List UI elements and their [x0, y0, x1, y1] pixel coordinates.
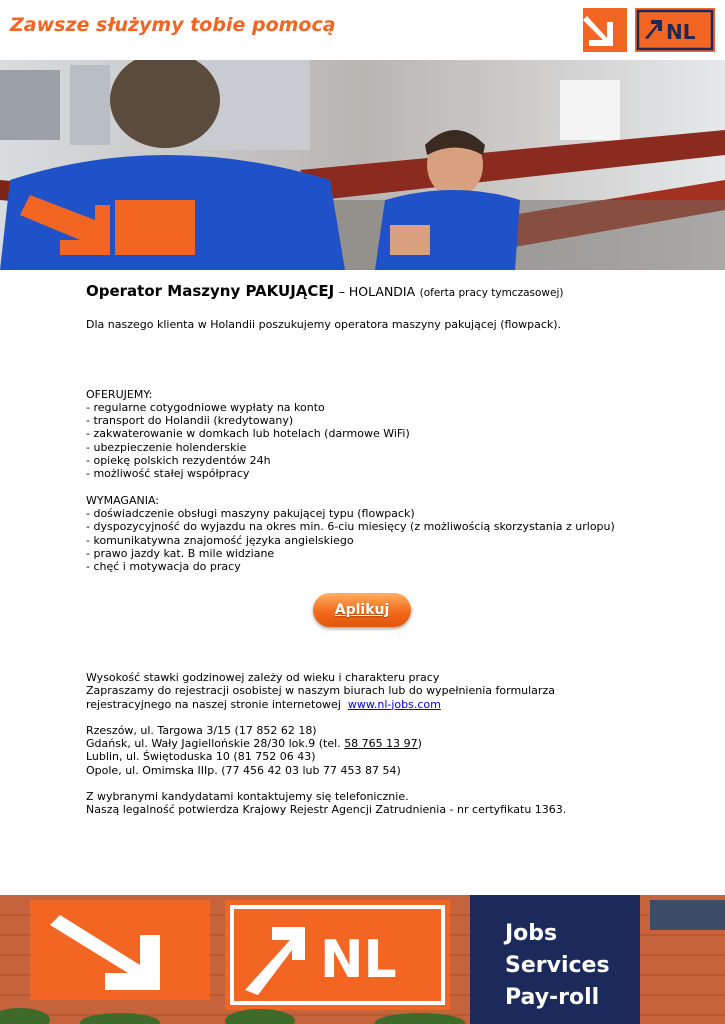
job-note: (oferta pracy tymczasowej) [419, 287, 564, 299]
job-title: Operator Maszyny PAKUJĄCEJ [86, 282, 335, 300]
requirements-heading: WYMAGANIA: [86, 493, 159, 507]
office-gdansk [86, 737, 686, 750]
arrow-logo-icon [583, 8, 627, 52]
office-gdansk-close: ) [417, 737, 422, 751]
info-invite: Zapraszamy do rejestracji osobistej w naszym biurach lub do wypełnienia formularza [86, 684, 555, 698]
list-item: - regularne cotygodniowe wypłaty na konto [86, 400, 325, 414]
info-rate: Wysokość stawki godzinowej zależy od wieku i charakteru pracy [86, 671, 440, 684]
office-opole: Opole, ul. Omimska IIIp. (77 456 42 03 lub 77 453 87 54) [86, 763, 401, 777]
info-section [86, 671, 686, 817]
header [0, 0, 725, 58]
list-item: - prawo jazdy kat. B mile widziane [86, 546, 275, 560]
footer-logo-text: NL [320, 930, 397, 990]
job-country: – HOLANDIA [338, 284, 416, 299]
gdansk-phone-link[interactable]: 58 765 13 97 [344, 737, 418, 751]
office-gdansk-address: Gdańsk, ul. Wały Jagiellońskie 28/30 lok.9 (tel. [86, 737, 341, 751]
list-item: - możliwość stałej współpracy [86, 467, 250, 481]
legal-note: Naszą legalność potwierdza Krajowy Rejestr Agencji Zatrudnienia - nr certyfikatu 1363. [86, 803, 567, 817]
website-link[interactable]: www.nl-jobs.com [347, 697, 441, 711]
list-item: - dyspozycyjność do wyjazdu na okres min. 6-ciu miesięcy (z możliwością skorzystania z urlopu) [86, 520, 615, 534]
office-lublin: Lublin, ul. Świętoduska 10 (81 752 06 43) [86, 750, 316, 764]
footer-photo [0, 895, 725, 1024]
slogan: Zawsze służymy tobie pomocą [10, 14, 336, 36]
sign-services: Services [505, 953, 610, 978]
nl-logo-text: NL [666, 20, 696, 44]
list-item: - opiekę polskich rezydentów 24h [86, 454, 271, 468]
requirements-section [86, 494, 666, 574]
list-item: - transport do Holandii (kredytowany) [86, 414, 294, 428]
nl-logo [635, 8, 715, 52]
list-item: - chęć i motywacja do pracy [86, 560, 241, 574]
sign-payroll: Pay-roll [505, 985, 600, 1010]
list-item: - ubezpieczenie holenderskie [86, 440, 247, 454]
list-item: - doświadczenie obsługi maszyny pakującej typu (flowpack) [86, 506, 415, 520]
apply-button-wrap [313, 593, 411, 627]
office-rzeszow: Rzeszów, ul. Targowa 3/15 (17 852 62 18) [86, 723, 317, 737]
info-website-line [86, 698, 686, 711]
offer-section [86, 388, 666, 481]
sign-jobs: Jobs [505, 921, 558, 946]
list-item: - zakwaterowanie w domkach lub hotelach (darmowe WiFi) [86, 427, 410, 441]
job-intro: Dla naszego klienta w Holandii poszukujemy operatora maszyny pakującej (flowpack). [86, 318, 562, 332]
hero-photo [0, 60, 725, 270]
job-content [86, 282, 666, 586]
offer-heading: OFERUJEMY: [86, 387, 153, 401]
apply-button[interactable]: Aplikuj [313, 593, 411, 627]
contact-note: Z wybranymi kandydatami kontaktujemy się telefonicznie. [86, 790, 409, 804]
list-item: - komunikatywna znajomość języka angielskiego [86, 533, 354, 547]
job-title-line [86, 282, 666, 300]
spacer [86, 711, 686, 724]
info-website-text: rejestracyjnego na naszej stronie internetowej [86, 697, 341, 711]
spacer [86, 777, 686, 790]
